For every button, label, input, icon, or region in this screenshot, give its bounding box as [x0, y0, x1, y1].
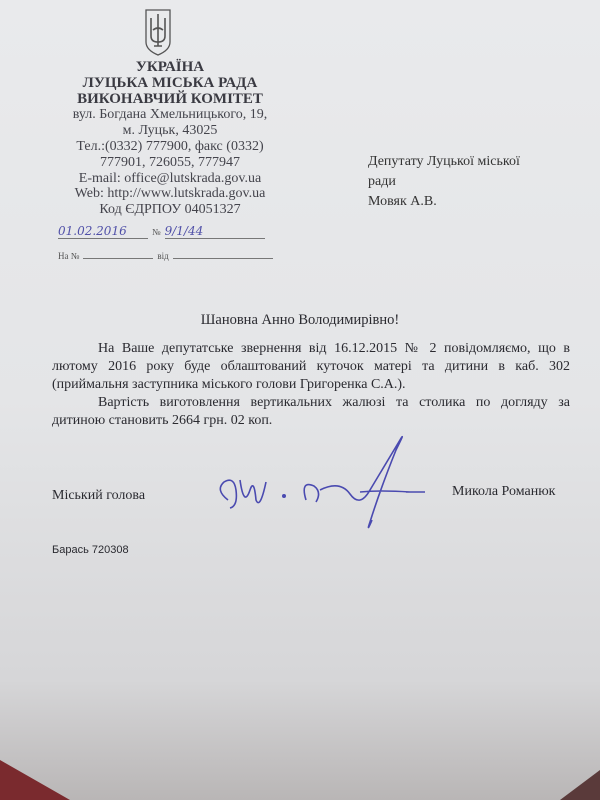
recipient-line: ради [368, 174, 396, 189]
greeting: Шановна Анно Володимирівно! [200, 312, 400, 328]
phone-line: 777901, 726055, 777947 [100, 154, 240, 170]
recipient-name: Мовяк А.В. [368, 194, 437, 209]
letterhead [30, 60, 310, 218]
background-corner [560, 770, 600, 800]
handwritten-number: 9/1/44 [165, 224, 265, 239]
phone-line: Тел.:(0332) 777900, факс (0332) [76, 138, 264, 154]
outgoing-number-row [58, 224, 298, 239]
executor-contact: Барась 720308 [52, 544, 129, 556]
recipient-block [368, 152, 520, 212]
web-line: Web: http://www.lutskrada.gov.ua [74, 186, 266, 202]
coat-of-arms-trident-icon [144, 8, 172, 56]
edrpou-code: Код ЄДРПОУ 04051327 [99, 202, 241, 218]
committee-name: ВИКОНАВЧИЙ КОМІТЕТ [77, 90, 263, 107]
number-label: № [152, 227, 161, 237]
handwritten-date: 01.02.2016 [58, 224, 148, 239]
letter-body [52, 340, 570, 430]
ref-label: На № [58, 251, 80, 261]
address-line: м. Луцьк, 43025 [122, 123, 218, 139]
signatory-name: Микола Романюк [452, 484, 556, 499]
from-label: від [157, 251, 169, 261]
background-carpet [0, 760, 70, 800]
email-line: E-mail: office@lutskrada.gov.ua [78, 170, 262, 186]
body-paragraph: Вартість виготовлення вертикальних жалюзі та столика по догляду за дитиною становить 2664 грн. 02 коп. [52, 395, 570, 428]
signatory-title: Міський голова [52, 488, 146, 503]
handwritten-signature [210, 430, 440, 540]
reference-row [58, 248, 298, 263]
recipient-line: Депутату Луцької міської [368, 154, 520, 169]
address-line: вул. Богдана Хмельницького, 19, [72, 107, 268, 123]
country-name: УКРАЇНА [135, 59, 205, 75]
council-name: ЛУЦЬКА МІСЬКА РАДА [82, 74, 258, 91]
body-paragraph: На Ваше депутатське звернення від 16.12.2015 № 2 повідомляємо, що в лютому 2016 року буде облаштований куточок матері та дитини в каб. 302 (приймальня заступника міського голови Григоренка С.А.). [52, 341, 570, 392]
